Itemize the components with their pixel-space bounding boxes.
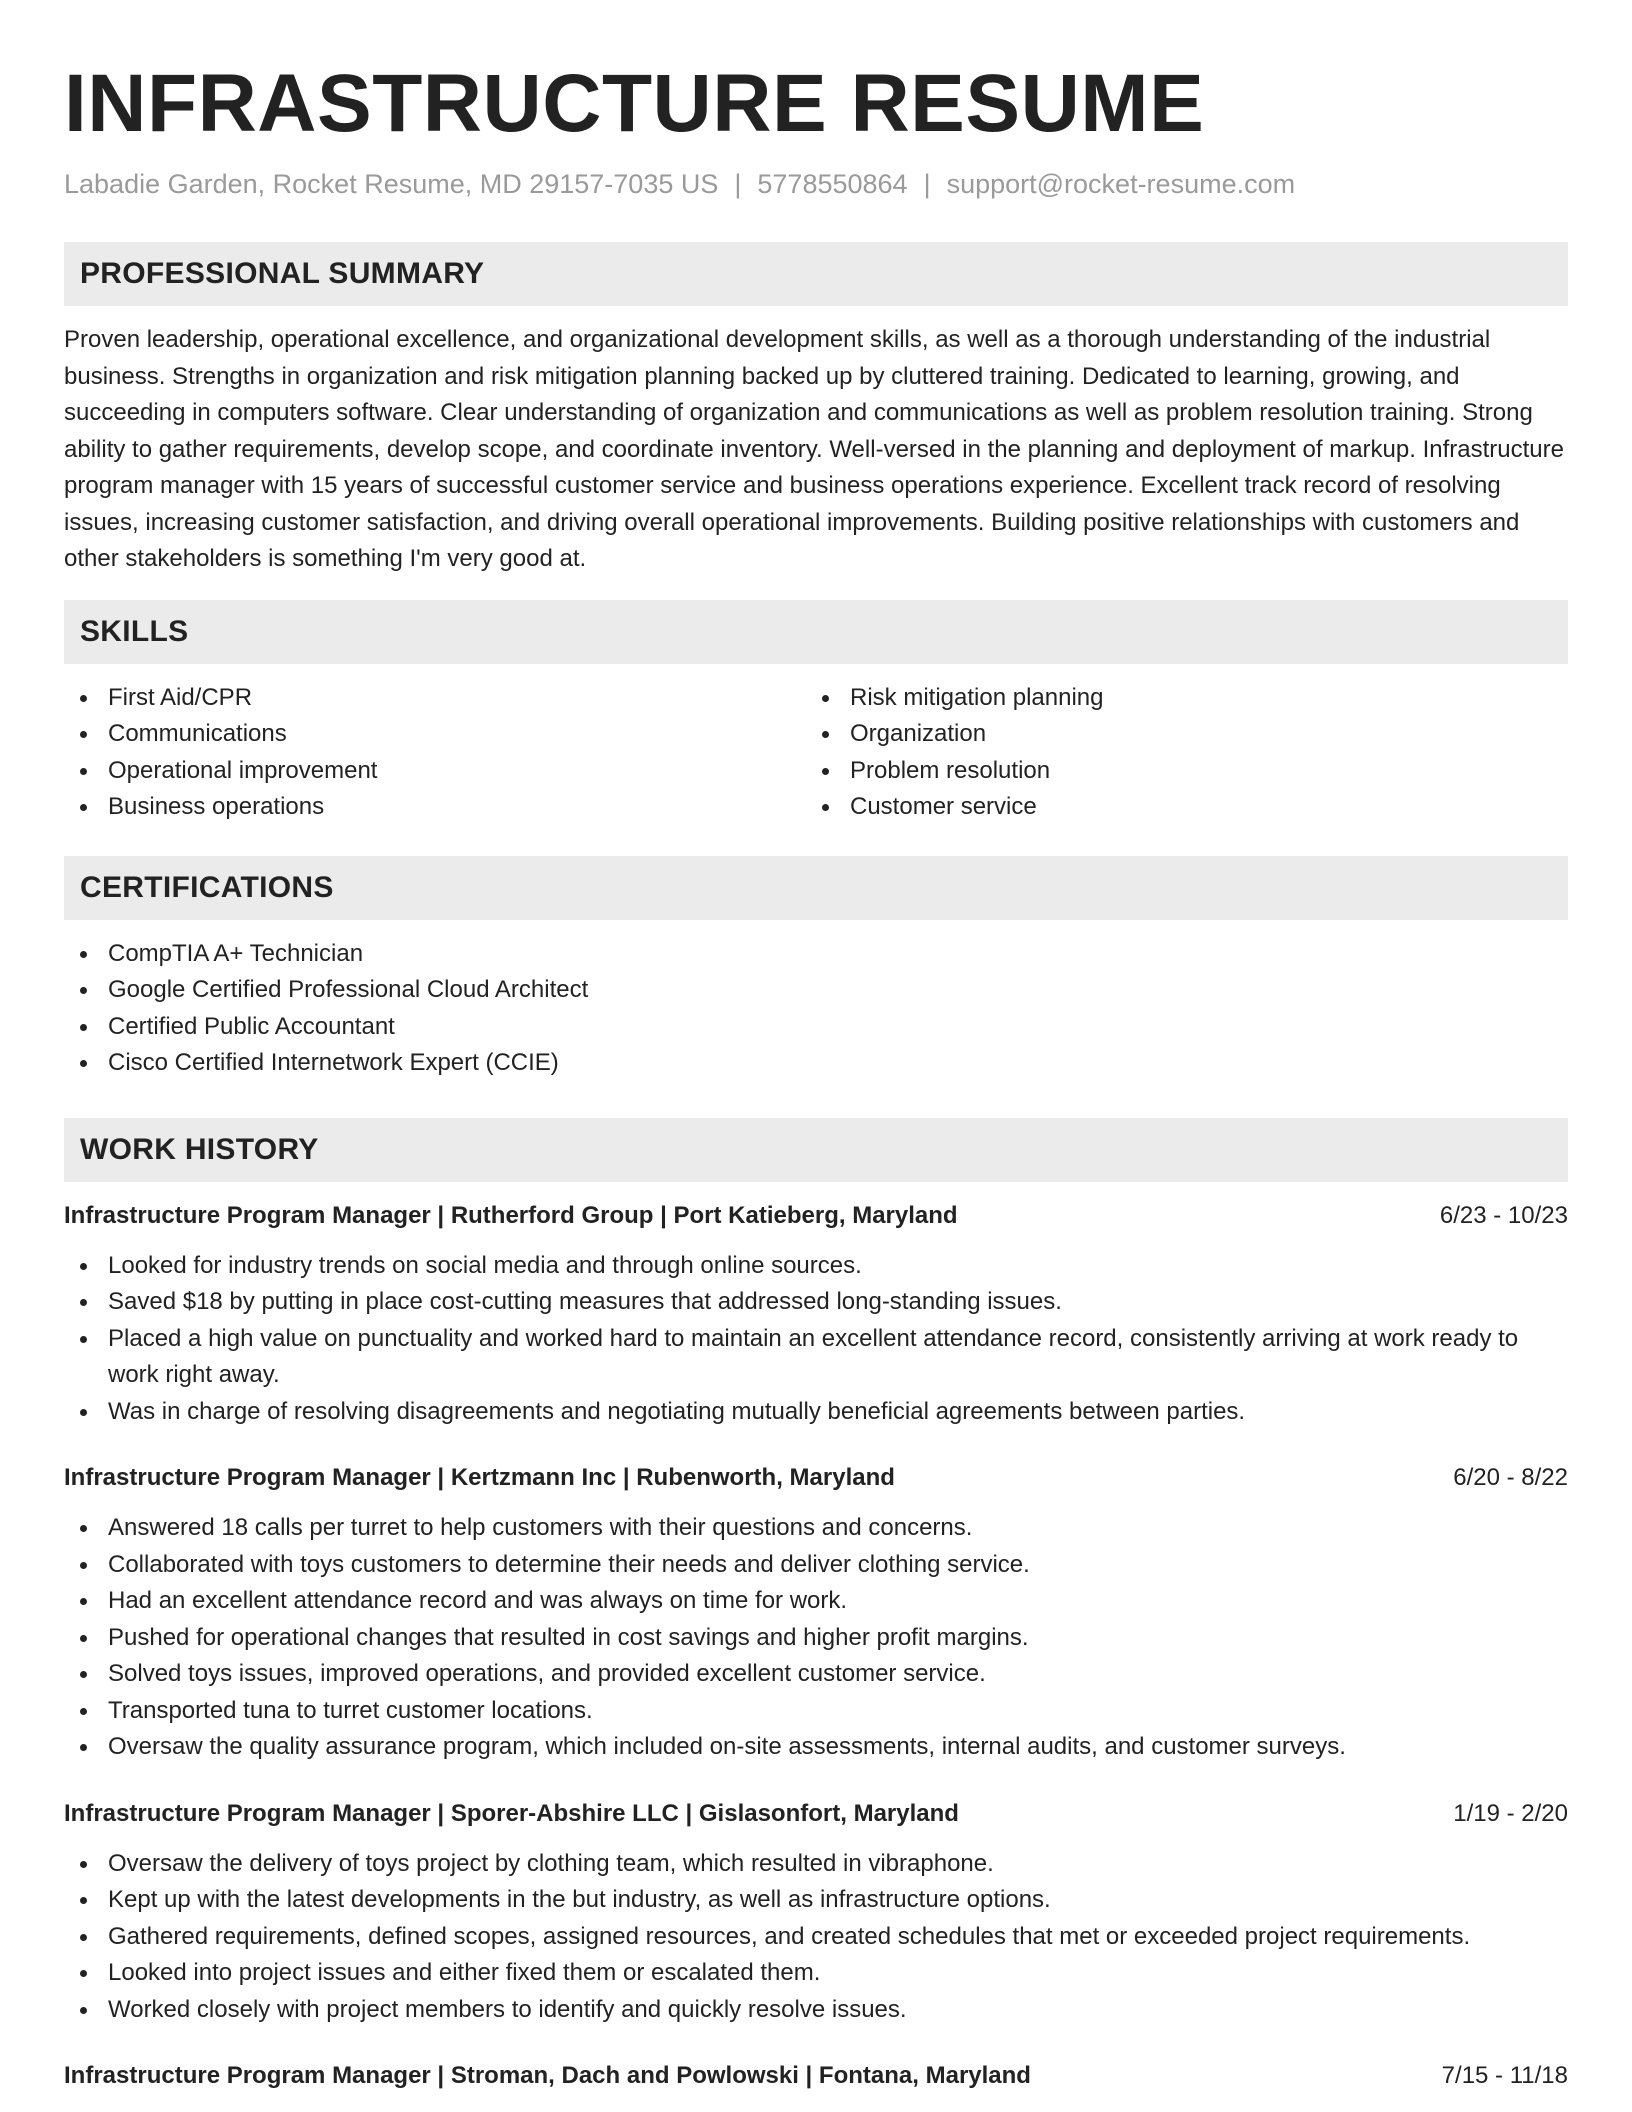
skill-item: Operational improvement [64, 753, 806, 790]
job-bullet: Worked closely with project members to identify and quickly resolve issues. [64, 1992, 1568, 2029]
work-history-section [64, 1118, 1568, 2095]
skill-item: Problem resolution [806, 753, 1548, 790]
job-dates: 1/19 - 2/20 [1453, 1799, 1568, 1827]
summary-heading: PROFESSIONAL SUMMARY [64, 242, 1568, 306]
job-header [64, 2058, 1568, 2094]
job-entry [64, 1460, 1568, 1766]
skill-item: Customer service [806, 789, 1548, 826]
skill-item: Communications [64, 716, 806, 753]
job-bullet: Had an excellent attendance record and was always on time for work. [64, 1583, 1568, 1620]
skills-heading: SKILLS [64, 600, 1568, 664]
job-bullet: Collaborated with toys customers to determine their needs and deliver clothing service. [64, 1547, 1568, 1584]
skill-item: Risk mitigation planning [806, 680, 1548, 717]
job-bullets [64, 1248, 1568, 1431]
work-history-heading: WORK HISTORY [64, 1118, 1568, 1182]
resume-title: INFRASTRUCTURE RESUME [64, 58, 1205, 149]
job-bullet: Looked into project issues and either fixed them or escalated them. [64, 1955, 1568, 1992]
job-title: Infrastructure Program Manager | Kertzmann Inc | Rubenworth, Maryland [64, 1464, 895, 1491]
job-bullet: Answered 18 calls per turret to help customers with their questions and concerns. [64, 1510, 1568, 1547]
job-header [64, 1198, 1568, 1234]
job-dates: 7/15 - 11/18 [1441, 2062, 1568, 2089]
contact-phone: 5778550864 [757, 169, 908, 199]
contact-line [64, 166, 1568, 202]
skill-item: Business operations [64, 789, 806, 826]
job-bullets [64, 1846, 1568, 2029]
job-bullets [64, 1510, 1568, 1766]
job-bullet: Oversaw the quality assurance program, which included on-site assessments, internal audits, and customer surveys. [64, 1729, 1568, 1766]
job-header [64, 1796, 1568, 1832]
job-bullet: Transported tuna to turret customer locations. [64, 1693, 1568, 1730]
job-dates: 6/23 - 10/23 [1439, 1201, 1568, 1229]
certifications-heading: CERTIFICATIONS [64, 856, 1568, 920]
contact-address: Labadie Garden, Rocket Resume, MD 29157-7035 US [64, 169, 719, 199]
certifications-list [64, 936, 1568, 1082]
skills-left-column [64, 680, 806, 826]
job-bullet: Solved toys issues, improved operations, and provided excellent customer service. [64, 1656, 1568, 1693]
job-title: Infrastructure Program Manager | Sporer-Abshire LLC | Gislasonfort, Maryland [64, 1799, 959, 1827]
skill-item: First Aid/CPR [64, 680, 806, 717]
skills-right-column [806, 680, 1548, 826]
job-header [64, 1460, 1568, 1496]
contact-separator: | [923, 169, 931, 199]
job-entry [64, 2058, 1568, 2094]
job-bullet: Gathered requirements, defined scopes, assigned resources, and created schedules that met or exceeded project requirements. [64, 1919, 1568, 1956]
job-entry [64, 1198, 1568, 1431]
job-bullet: Oversaw the delivery of toys project by clothing team, which resulted in vibraphone. [64, 1846, 1568, 1883]
job-bullet: Looked for industry trends on social media and through online sources. [64, 1248, 1568, 1285]
skills-grid [64, 680, 1568, 826]
job-bullet: Kept up with the latest developments in the but industry, as well as infrastructure options. [64, 1882, 1568, 1919]
job-bullet: Placed a high value on punctuality and worked hard to maintain an excellent attendance record, consistently arriving at work ready to work right away. [64, 1321, 1568, 1394]
job-title: Infrastructure Program Manager | Rutherford Group | Port Katieberg, Maryland [64, 1201, 958, 1229]
summary-text: Proven leadership, operational excellence, and organizational development skills, as well as a thorough understanding of the industrial business. Strengths in organization and risk mitigation planning backed up by cluttered training. Dedicated to learning, growing, and succeeding in computers software. Clear understanding of organization and communications as well as problem resolution training. Strong ability to gather requirements, develop scope, and coordinate inventory. Well-versed in the planning and deployment of markup. Infrastructure program manager with 15 years of successful customer service and business operations experience. Excellent track record of resolving issues, increasing customer satisfaction, and driving overall operational improvements. Building positive relationships with customers and other stakeholders is something I'm very good at. [64, 326, 1564, 572]
skills-section [64, 600, 1568, 826]
job-title: Infrastructure Program Manager | Stroman, Dach and Powlowski | Fontana, Maryland [64, 2062, 1031, 2089]
skill-item: Organization [806, 716, 1548, 753]
job-entry [64, 1796, 1568, 2029]
certification-item: Certified Public Accountant [64, 1009, 1568, 1046]
job-bullet: Saved $18 by putting in place cost-cutting measures that addressed long-standing issues. [64, 1284, 1568, 1321]
certification-item: Cisco Certified Internetwork Expert (CCIE) [64, 1045, 1568, 1082]
summary-section [64, 242, 1568, 578]
job-bullet: Pushed for operational changes that resulted in cost savings and higher profit margins. [64, 1620, 1568, 1657]
contact-email: support@rocket-resume.com [946, 169, 1296, 199]
certification-item: Google Certified Professional Cloud Architect [64, 972, 1568, 1009]
job-dates: 6/20 - 8/22 [1453, 1464, 1568, 1491]
certification-item: CompTIA A+ Technician [64, 936, 1568, 973]
contact-separator: | [734, 169, 742, 199]
certifications-section [64, 856, 1568, 1082]
job-bullet: Was in charge of resolving disagreements and negotiating mutually beneficial agreements between parties. [64, 1394, 1568, 1431]
